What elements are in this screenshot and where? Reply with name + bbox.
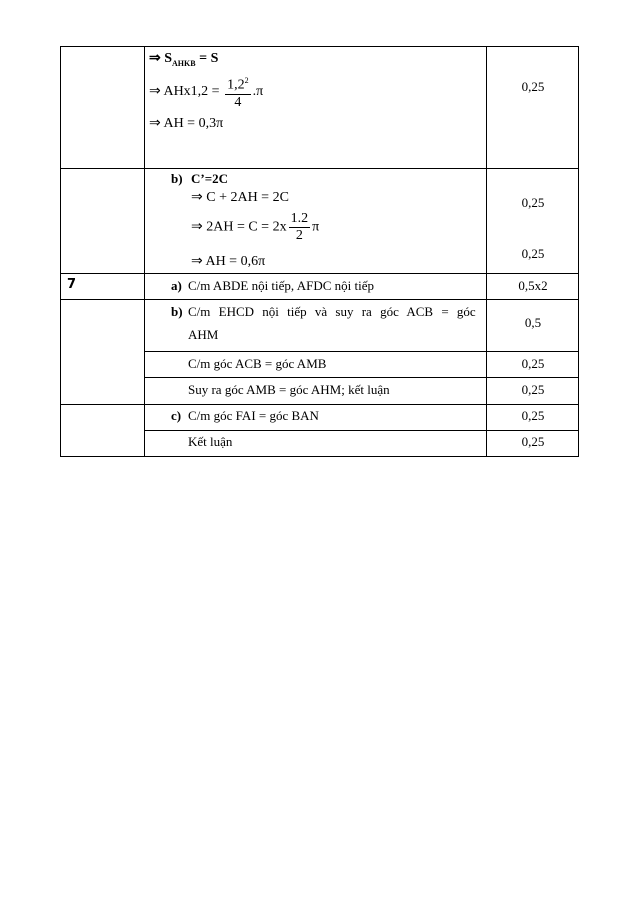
score-q7-b2: 0,25: [521, 356, 545, 371]
ah-product-equation: [149, 73, 263, 111]
ah-result-03: ⇒ AH = 0,3π: [149, 116, 224, 131]
row-divider-4: [144, 351, 579, 352]
score-q7-b3: 0,25: [521, 382, 545, 397]
q7-b-text-line1: C/m EHCD nội tiếp và suy ra góc ACB = góc: [188, 304, 476, 319]
part-b-eq2-prefix: ⇒ 2AH = C = 2x: [191, 219, 287, 235]
part-b-eq2-suffix: π: [312, 219, 320, 235]
fraction-numerator: 1.2: [290, 211, 309, 226]
fraction-1-2-sq-over-4: [225, 73, 251, 111]
q7-a-text: C/m ABDE nội tiếp, AFDC nội tiếp: [188, 278, 374, 293]
answer-table: [60, 46, 579, 457]
row-divider-6: [61, 404, 579, 405]
fraction-numerator: [225, 73, 251, 95]
part-b-equation-3: ⇒ AH = 0,6π: [191, 254, 266, 269]
q7-c2-text: Kết luận: [188, 434, 233, 449]
col-divider-1: [144, 47, 145, 457]
part-b-equation-2: [191, 211, 319, 244]
row-divider-2: [61, 273, 579, 274]
row-divider-3: [61, 299, 579, 300]
table-bottom-border: [61, 456, 579, 457]
q7-c-label: c): [171, 408, 182, 423]
q7-a-label: a): [171, 278, 182, 293]
q7-b-label: b): [171, 304, 183, 319]
score-q7-c: 0,25: [521, 408, 545, 423]
fraction-denominator: 4: [234, 94, 242, 110]
part-b-equation-1: ⇒ C + 2AH = 2C: [191, 190, 289, 205]
area-eq-suffix: = S: [195, 51, 219, 66]
q7-b2-text: C/m góc ACB = góc AMB: [188, 356, 327, 371]
score-q7-c2: 0,25: [521, 434, 545, 449]
score-part-a: 0,25: [521, 79, 545, 94]
q7-b3-text: Suy ra góc AMB = góc AHM; kết luận: [188, 382, 390, 397]
fraction-denominator: 2: [295, 228, 303, 243]
numerator-exponent: 2: [244, 76, 249, 85]
score-part-b-2: 0,25: [521, 246, 545, 261]
row-divider-1: [61, 168, 579, 169]
part-b-label: b): [171, 171, 183, 186]
row-divider-7: [144, 430, 579, 431]
score-q7-b: 0,5: [524, 315, 542, 330]
question-number-7: 7: [67, 277, 77, 292]
ah-product-suffix: .π: [252, 84, 264, 100]
part-b-title: C’=2C: [191, 171, 229, 186]
q7-c-text: C/m góc FAI = góc BAN: [188, 408, 319, 423]
row-divider-5: [144, 377, 579, 378]
numerator-base: 1,2: [227, 77, 245, 93]
ah-product-prefix: ⇒ AHx1,2 =: [149, 84, 224, 100]
score-q7-a: 0,5x2: [518, 278, 548, 293]
fraction-1-2-over-2: [289, 211, 311, 244]
area-equation: [149, 50, 218, 68]
area-eq-sub: AHKB: [172, 58, 196, 68]
area-eq-prefix: ⇒ S: [149, 51, 173, 66]
q7-b-text-line2: AHM: [188, 327, 219, 342]
score-part-b-1: 0,25: [521, 195, 545, 210]
